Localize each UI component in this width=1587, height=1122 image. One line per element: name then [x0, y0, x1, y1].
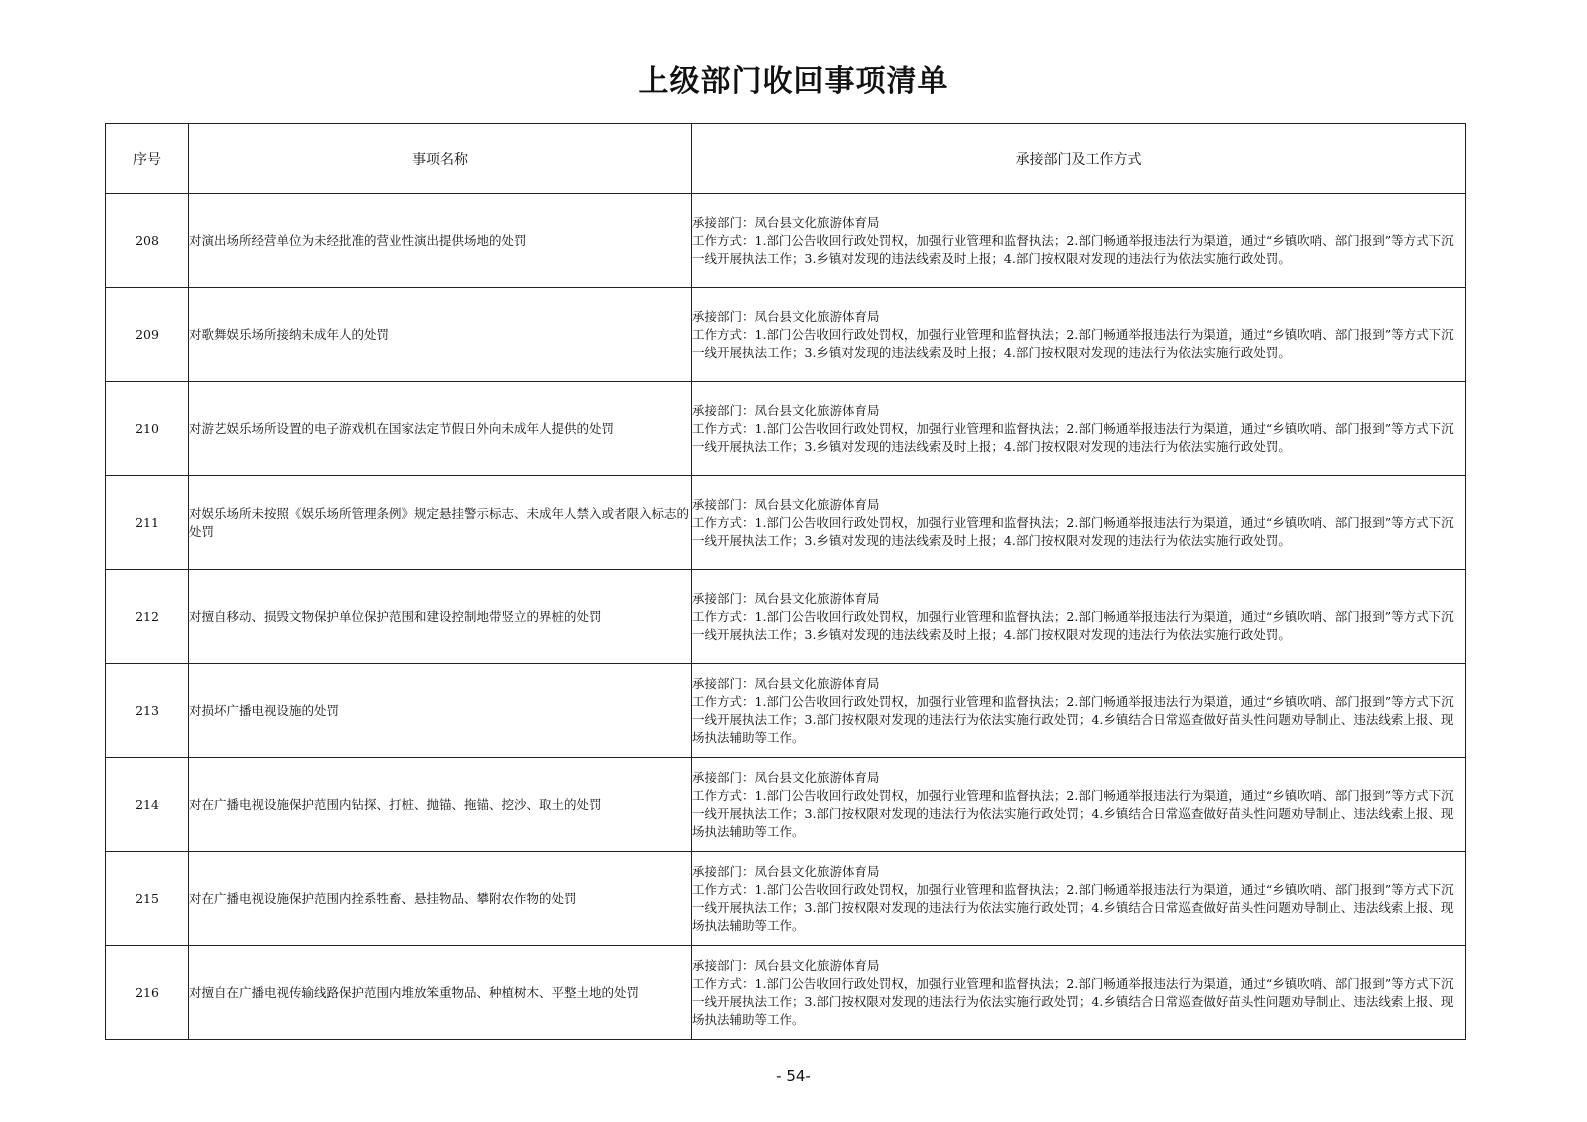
work-method-text: 工作方式：1.部门公告收回行政处罚权，加强行业管理和监督执法；2.部门畅通举报违法行为渠道，通过“乡镇吹哨、部门报到”等方式下沉一线开展执法工作；3.乡镇对发现的违法线索及时上报；4.部门按权限对发现的违法行为依法实施行政处罚。	[692, 420, 1454, 454]
table-row	[106, 664, 1466, 758]
page-number: - 54-	[776, 1067, 811, 1085]
work-method-text: 工作方式：1.部门公告收回行政处罚权，加强行业管理和监督执法；2.部门畅通举报违法行为渠道，通过“乡镇吹哨、部门报到”等方式下沉一线开展执法工作；3.部门按权限对发现的违法行为依法实施行政处罚；4.乡镇结合日常巡查做好苗头性问题劝导制止、违法线索上报、现场执法辅助等工作。	[692, 975, 1454, 1027]
work-method-text: 工作方式：1.部门公告收回行政处罚权，加强行业管理和监督执法；2.部门畅通举报违法行为渠道，通过“乡镇吹哨、部门报到”等方式下沉一线开展执法工作；3.乡镇对发现的违法线索及时上报；4.部门按权限对发现的违法行为依法实施行政处罚。	[692, 232, 1454, 266]
department-text: 承接部门：凤台县文化旅游体育局	[692, 769, 880, 785]
item-name-cell: 对在广播电视设施保护范围内拴系牲畜、悬挂物品、攀附农作物的处罚	[189, 852, 692, 946]
header-serial-number: 序号	[106, 124, 189, 194]
serial-number-cell: 208	[106, 194, 189, 288]
table-row	[106, 758, 1466, 852]
department-text: 承接部门：凤台县文化旅游体育局	[692, 590, 880, 606]
work-method-text: 工作方式：1.部门公告收回行政处罚权，加强行业管理和监督执法；2.部门畅通举报违法行为渠道，通过“乡镇吹哨、部门报到”等方式下沉一线开展执法工作；3.部门按权限对发现的违法行为依法实施行政处罚；4.乡镇结合日常巡查做好苗头性问题劝导制止、违法线索上报、现场执法辅助等工作。	[692, 693, 1454, 745]
item-name-cell: 对娱乐场所未按照《娱乐场所管理条例》规定悬挂警示标志、未成年人禁入或者限入标志的处罚	[189, 476, 692, 570]
department-text: 承接部门：凤台县文化旅游体育局	[692, 496, 880, 512]
serial-number-cell: 215	[106, 852, 189, 946]
department-text: 承接部门：凤台县文化旅游体育局	[692, 863, 880, 879]
serial-number-cell: 210	[106, 382, 189, 476]
department-text: 承接部门：凤台县文化旅游体育局	[692, 402, 880, 418]
items-table	[105, 123, 1466, 1040]
department-text: 承接部门：凤台县文化旅游体育局	[692, 214, 880, 230]
table-header-row	[106, 124, 1466, 194]
serial-number-cell: 214	[106, 758, 189, 852]
department-text: 承接部门：凤台县文化旅游体育局	[692, 957, 880, 973]
item-name-cell: 对在广播电视设施保护范围内钻探、打桩、抛锚、拖锚、挖沙、取土的处罚	[189, 758, 692, 852]
department-method-cell	[692, 664, 1466, 758]
department-method-cell	[692, 852, 1466, 946]
table-row	[106, 288, 1466, 382]
serial-number-cell: 213	[106, 664, 189, 758]
header-department-and-method: 承接部门及工作方式	[692, 124, 1466, 194]
table-row	[106, 476, 1466, 570]
department-method-cell	[692, 476, 1466, 570]
item-name-cell: 对损坏广播电视设施的处罚	[189, 664, 692, 758]
serial-number-cell: 209	[106, 288, 189, 382]
item-name-cell: 对歌舞娱乐场所接纳未成年人的处罚	[189, 288, 692, 382]
work-method-text: 工作方式：1.部门公告收回行政处罚权，加强行业管理和监督执法；2.部门畅通举报违法行为渠道，通过“乡镇吹哨、部门报到”等方式下沉一线开展执法工作；3.部门按权限对发现的违法行为依法实施行政处罚；4.乡镇结合日常巡查做好苗头性问题劝导制止、违法线索上报、现场执法辅助等工作。	[692, 881, 1454, 933]
table-row	[106, 946, 1466, 1040]
department-method-cell	[692, 382, 1466, 476]
table-row	[106, 570, 1466, 664]
item-name-cell: 对擅自在广播电视传输线路保护范围内堆放笨重物品、种植树木、平整土地的处罚	[189, 946, 692, 1040]
department-method-cell	[692, 758, 1466, 852]
department-method-cell	[692, 946, 1466, 1040]
department-method-cell	[692, 288, 1466, 382]
work-method-text: 工作方式：1.部门公告收回行政处罚权，加强行业管理和监督执法；2.部门畅通举报违法行为渠道，通过“乡镇吹哨、部门报到”等方式下沉一线开展执法工作；3.部门按权限对发现的违法行为依法实施行政处罚；4.乡镇结合日常巡查做好苗头性问题劝导制止、违法线索上报、现场执法辅助等工作。	[692, 787, 1454, 839]
table-row	[106, 852, 1466, 946]
table-row	[106, 382, 1466, 476]
work-method-text: 工作方式：1.部门公告收回行政处罚权，加强行业管理和监督执法；2.部门畅通举报违法行为渠道，通过“乡镇吹哨、部门报到”等方式下沉一线开展执法工作；3.乡镇对发现的违法线索及时上报；4.部门按权限对发现的违法行为依法实施行政处罚。	[692, 608, 1454, 642]
page-title: 上级部门收回事项清单	[638, 64, 949, 99]
item-name-cell: 对擅自移动、损毁文物保护单位保护范围和建设控制地带竖立的界桩的处罚	[189, 570, 692, 664]
department-text: 承接部门：凤台县文化旅游体育局	[692, 308, 880, 324]
serial-number-cell: 211	[106, 476, 189, 570]
table-row	[106, 194, 1466, 288]
department-method-cell	[692, 194, 1466, 288]
work-method-text: 工作方式：1.部门公告收回行政处罚权，加强行业管理和监督执法；2.部门畅通举报违法行为渠道，通过“乡镇吹哨、部门报到”等方式下沉一线开展执法工作；3.乡镇对发现的违法线索及时上报；4.部门按权限对发现的违法行为依法实施行政处罚。	[692, 326, 1454, 360]
item-name-cell: 对游艺娱乐场所设置的电子游戏机在国家法定节假日外向未成年人提供的处罚	[189, 382, 692, 476]
department-method-cell	[692, 570, 1466, 664]
item-name-cell: 对演出场所经营单位为未经批准的营业性演出提供场地的处罚	[189, 194, 692, 288]
serial-number-cell: 216	[106, 946, 189, 1040]
department-text: 承接部门：凤台县文化旅游体育局	[692, 675, 880, 691]
header-item-name: 事项名称	[189, 124, 692, 194]
serial-number-cell: 212	[106, 570, 189, 664]
work-method-text: 工作方式：1.部门公告收回行政处罚权，加强行业管理和监督执法；2.部门畅通举报违法行为渠道，通过“乡镇吹哨、部门报到”等方式下沉一线开展执法工作；3.乡镇对发现的违法线索及时上报；4.部门按权限对发现的违法行为依法实施行政处罚。	[692, 514, 1454, 548]
